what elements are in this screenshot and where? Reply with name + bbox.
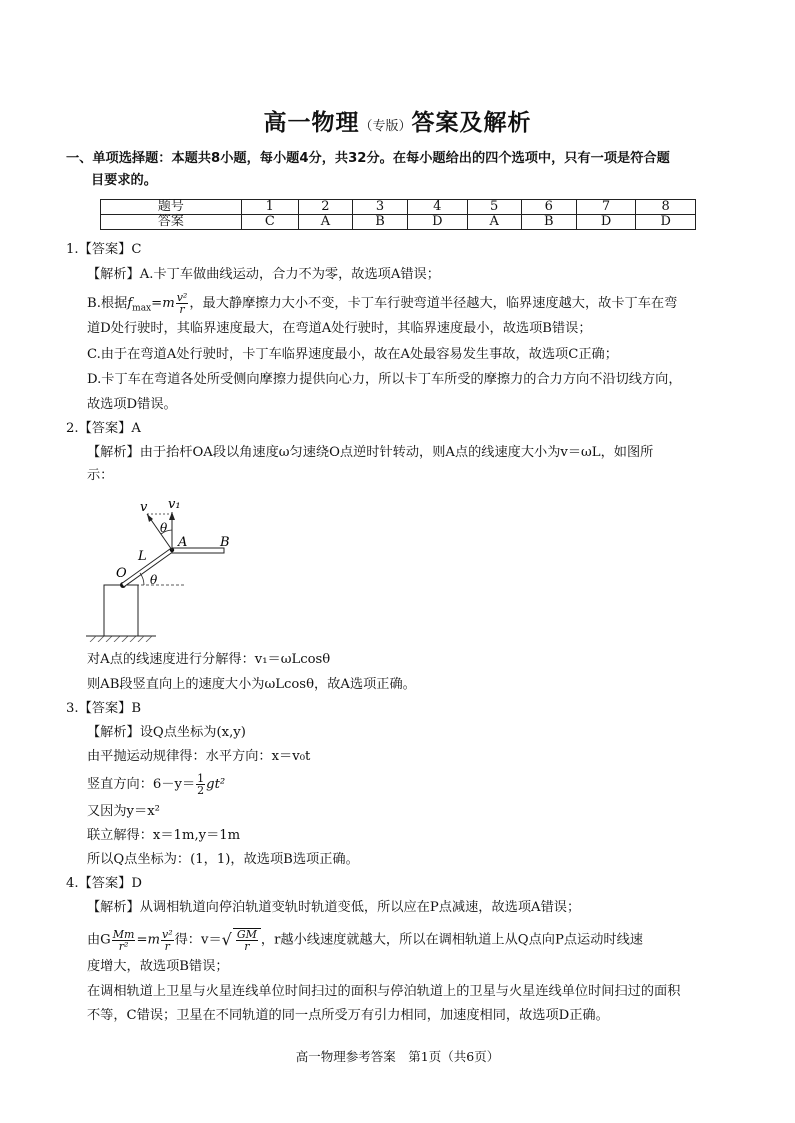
sqrt-icon: √: [221, 930, 232, 949]
q3-l3-post: gt²: [206, 777, 226, 792]
title-edition: （专版）: [359, 119, 412, 134]
q4-num3: GM: [236, 928, 257, 941]
label-b: B: [220, 535, 230, 550]
q2-analysis-2: 示：: [87, 468, 114, 483]
q4-den3: r: [244, 940, 250, 953]
table-cell-answer: C: [241, 215, 298, 230]
q2-conclusion: 则AB段竖直向上的速度大小为ωLcosθ，故A选项正确。: [87, 677, 416, 692]
q1-analysis-prefix: 【解析】: [87, 267, 140, 282]
table-cell-number: 6: [521, 200, 576, 215]
q1-b-text: ，最大静摩擦力大小不变，卡丁车行驶弯道半径越大，临界速度越大，故卡丁车在弯: [189, 296, 678, 311]
table-answer-label: 答案: [101, 215, 242, 230]
q2-diagram: [84, 492, 244, 642]
q3-line-5: 联立解得：x＝1m,y＝1m: [87, 828, 241, 843]
q3-l3-pre: 竖直方向：6－y＝: [87, 777, 196, 792]
table-cell-number: 8: [636, 200, 696, 215]
q3-line-3: [87, 773, 225, 796]
q1-b-den: r: [179, 303, 185, 316]
q4-sqrt: [233, 928, 261, 952]
q1-b-f: f: [127, 296, 133, 311]
q4-line-3: 度增大，故选项B错误；: [87, 959, 229, 974]
q4-line-1: 【解析】从调相轨道向停泊轨道变轨时轨道变低，所以应在P点减速，故选项A错误；: [87, 900, 581, 915]
table-cell-answer: A: [298, 215, 352, 230]
answer-table: [100, 199, 696, 230]
q1-option-d: D.卡丁车在弯道各处所受侧向摩擦力提供向心力，所以卡丁车所受的摩擦力的合力方向不沿切线方向，: [87, 372, 682, 387]
q4-l2-post: ，r越小线速度就越大，所以在调相轨道上从Q点向P点运动时线速: [260, 932, 643, 948]
v1-arrowhead: [169, 512, 175, 520]
q4-num1: Mm: [112, 927, 135, 941]
ground-hatching: [90, 636, 152, 642]
q3-fraction: [196, 773, 205, 796]
table-cell-answer: D: [636, 215, 696, 230]
q1-option-c: C.由于在弯道A处行驶时，卡丁车临界速度最小，故在A处最容易发生事故，故选项C正确；: [87, 347, 618, 362]
q1-b-fraction: [176, 292, 189, 315]
q1-b-sub: max: [132, 303, 152, 314]
table-cell-number: 7: [576, 200, 636, 215]
q3-num: 1: [197, 772, 205, 785]
q4-answer: 4.【答案】D: [66, 876, 142, 891]
section-heading: [66, 148, 726, 192]
label-theta-a: θ: [160, 521, 168, 535]
q4-fraction-3: [236, 929, 258, 952]
q4-l2-mid: 得：v＝: [174, 932, 222, 948]
label-l: L: [138, 549, 147, 564]
q4-den2: r: [164, 939, 170, 953]
q4-line-2: [87, 928, 643, 952]
q4-l2-pre: 由G: [87, 932, 111, 948]
table-cell-answer: B: [521, 215, 576, 230]
table-header-label: 题号: [101, 200, 242, 215]
page-title: [0, 104, 795, 137]
q4-num2: v²: [162, 927, 173, 941]
label-a: A: [178, 535, 188, 550]
table-cell-number: 5: [467, 200, 521, 215]
q1-b-text2: 道D处行驶时，其临界速度最大，在弯道A处行驶时，其临界速度最小，故选项B错误；: [87, 321, 592, 336]
q1-b-num: v²: [176, 291, 188, 304]
rod-oa-inner: [123, 550, 172, 585]
label-v: v: [140, 500, 148, 515]
q4-line-4: 在调相轨道上卫星与火星连线单位时间扫过的面积与停泊轨道上的卫星与火星连线单位时间扫过的面积: [87, 984, 681, 999]
q4-den1: r²: [118, 939, 129, 953]
table-row-answers: [101, 215, 696, 230]
q3-den: 2: [197, 784, 205, 797]
q1-answer: 1.【答案】C: [66, 242, 142, 257]
table-cell-number: 1: [241, 200, 298, 215]
q2-decompose: 对A点的线速度进行分解得：v₁＝ωLcosθ: [87, 652, 331, 667]
q4-fraction-2: [161, 929, 174, 952]
table-cell-answer: D: [576, 215, 636, 230]
q3-line-1: 【解析】设Q点坐标为(x,y): [87, 725, 246, 740]
table-cell-answer: D: [408, 215, 468, 230]
section-line-1: 一、单项选择题：本题共8小题，每小题4分，共32分。在每小题给出的四个选项中，只有一项是符合题: [66, 151, 670, 166]
q1-b-eq: =m: [151, 296, 175, 311]
q1-option-d2: 故选项D错误。: [87, 397, 177, 412]
post-box: [104, 585, 138, 636]
table-cell-number: 2: [298, 200, 352, 215]
table-cell-number: 4: [408, 200, 468, 215]
label-o: O: [116, 566, 127, 581]
q3-line-6: 所以Q点坐标为：(1，1)，故选项B选项正确。: [87, 852, 359, 867]
table-cell-answer: A: [467, 215, 521, 230]
q4-l2-eq: =m: [136, 932, 160, 948]
label-theta-o: θ: [150, 573, 158, 587]
section-line-2: 目要求的。: [91, 173, 157, 188]
q3-line-2: 由平抛运动规律得：水平方向：x＝v₀t: [87, 749, 311, 764]
q1-analysis-b: [87, 292, 677, 318]
q4-line-5: 不等，C错误；卫星在不同轨道的同一点所受万有引力相同，加速度相同，故选项D正确。: [87, 1008, 609, 1023]
q1-analysis-a: [87, 266, 440, 284]
q1-option-a: A.卡丁车做曲线运动，合力不为零，故选项A错误；: [139, 267, 440, 282]
q4-fraction-1: [112, 929, 136, 952]
label-v1: v₁: [168, 497, 181, 512]
q3-answer: 3.【答案】B: [66, 701, 142, 716]
q1-b-pre: B.根据: [87, 296, 128, 311]
title-main: 高一物理: [263, 110, 360, 136]
q2-analysis: 【解析】由于抬杆OA段以角速度ω匀速绕O点逆时针转动，则A点的线速度大小为v＝ωL，如图所: [87, 445, 654, 460]
table-cell-number: 3: [352, 200, 407, 215]
q2-answer: 2.【答案】A: [66, 421, 141, 436]
title-suffix: 答案及解析: [411, 110, 532, 136]
q3-line-4: 又因为y＝x²: [87, 804, 160, 819]
table-cell-answer: B: [352, 215, 407, 230]
page-footer: 高一物理参考答案 第1页（共6页）: [295, 1049, 500, 1064]
table-row-numbers: [101, 200, 696, 215]
